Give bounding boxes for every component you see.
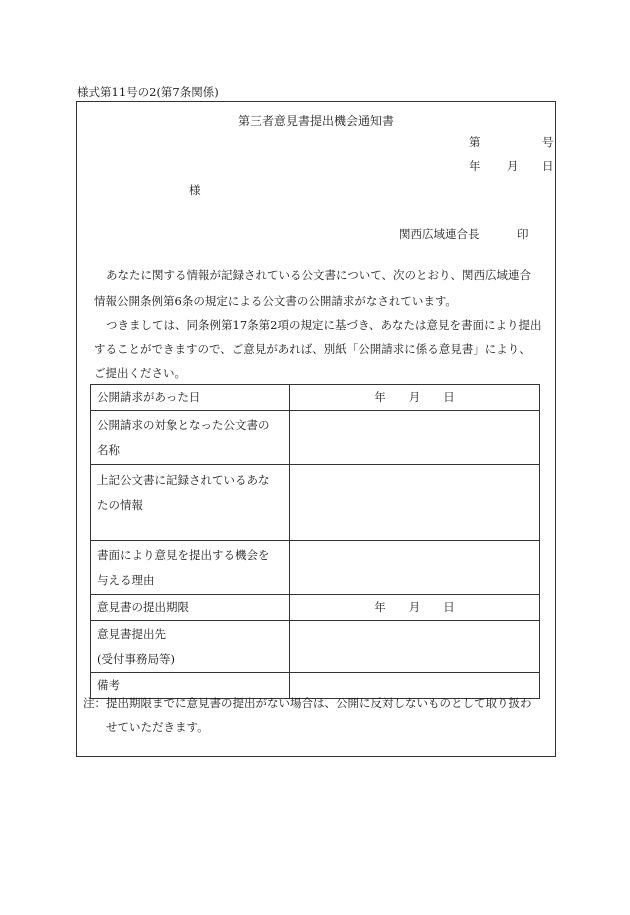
table-row xyxy=(91,621,540,673)
deadline-date-field[interactable] xyxy=(290,595,540,621)
date-placeholder: 年 月 日 xyxy=(374,600,455,614)
date-placeholder: 年 月 日 xyxy=(374,390,455,404)
table-row xyxy=(91,595,540,621)
table-row xyxy=(91,385,540,411)
date-year-label: 年 xyxy=(469,159,481,173)
seal-mark: 印 xyxy=(517,227,529,241)
label-line: たの情報 xyxy=(97,498,143,512)
label-line: 書面により意見を提出する機会を xyxy=(97,547,270,562)
sender-name: 関西広域連合長 xyxy=(399,227,480,241)
table-row xyxy=(91,411,540,465)
label-line: 公開請求があった日 xyxy=(97,390,201,404)
label-line: 意見書の提出期限 xyxy=(97,600,189,614)
reason-field[interactable] xyxy=(290,541,540,595)
paragraph-2-line-2: することができますので、ご意見があれば、別紙「公開請求に係る意見書」により、 xyxy=(94,342,531,356)
number-prefix: 第 xyxy=(469,135,481,149)
label-line: 意見書提出先 xyxy=(97,626,166,641)
table-row-label xyxy=(91,385,290,411)
document-title: 第三者意見書提出機会通知書 xyxy=(237,114,394,128)
paragraph-1-line-2: 情報公開条例第6条の規定による公文書の公開請求がなされています。 xyxy=(94,294,457,308)
table-row-label xyxy=(91,621,290,673)
note-line-2: せていただきます。 xyxy=(106,720,209,734)
table-row-label xyxy=(91,541,290,595)
recorded-info-field[interactable] xyxy=(290,465,540,541)
label-line: 名称 xyxy=(97,442,120,457)
table-row xyxy=(91,465,540,541)
label-line: 上記公文書に記録されているあな xyxy=(97,473,270,487)
table-row xyxy=(91,541,540,595)
request-date-field[interactable] xyxy=(290,385,540,411)
note-line-1: 注：提出期限までに意見書の提出がない場合は、公開に反対しないものとして取り扱わ xyxy=(83,696,532,710)
date-day-label: 日 xyxy=(542,159,554,173)
label-line: 備考 xyxy=(97,678,120,692)
date-month-label: 月 xyxy=(507,159,519,173)
label-line: (受付事務局等) xyxy=(97,651,175,666)
table-row-label xyxy=(91,465,290,541)
label-line: 公開請求の対象となった公文書の xyxy=(97,417,270,432)
table-row-label xyxy=(91,411,290,465)
request-info-table xyxy=(90,384,540,699)
document-name-field[interactable] xyxy=(290,411,540,465)
paragraph-2-line-3: ご提出ください。 xyxy=(94,366,186,380)
paragraph-1-line-1: あなたに関する情報が記録されている公文書について、次のとおり、関西広域連合 xyxy=(106,268,532,282)
number-suffix: 号 xyxy=(542,135,554,149)
recipient-suffix: 様 xyxy=(189,183,201,197)
table-row-label xyxy=(91,595,290,621)
label-line: 与える理由 xyxy=(97,572,155,587)
paragraph-2-line-1: つきましては、同条例第17条第2項の規定に基づき、あなたは意見を書面により提出 xyxy=(106,318,542,332)
document-frame xyxy=(76,101,556,757)
form-number-label: 様式第11号の2(第7条関係) xyxy=(77,85,219,99)
submission-office-field[interactable] xyxy=(290,621,540,673)
